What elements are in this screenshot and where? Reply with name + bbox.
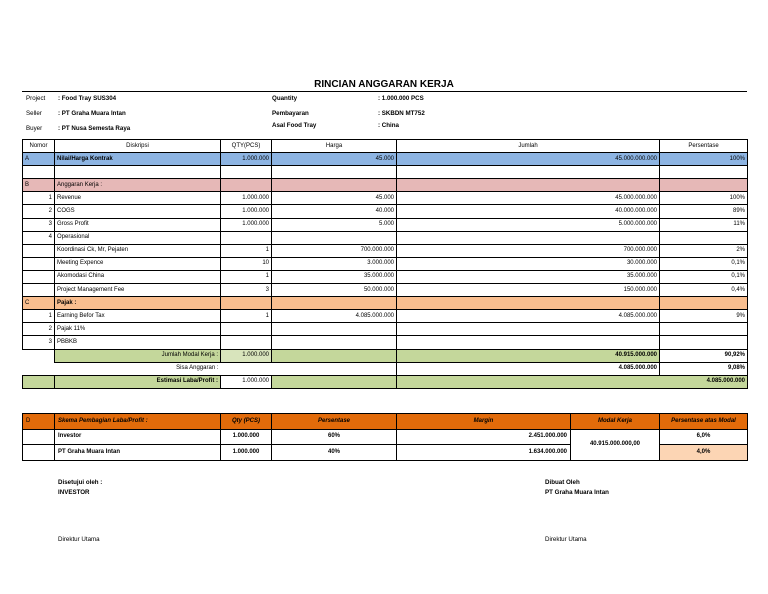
table-row bbox=[23, 244, 748, 257]
header-jumlah: Jumlah bbox=[397, 140, 660, 153]
row-b3-jumlah: 5.000.000.000 bbox=[397, 218, 660, 231]
project-value: : Food Tray SUS304 bbox=[58, 95, 117, 102]
row-b4c-desc: Akomodasi China bbox=[55, 270, 221, 283]
row-b1-jumlah: 45.000.000.000 bbox=[397, 192, 660, 205]
buyer-value: : PT Nusa Semesta Raya bbox=[58, 125, 131, 132]
pembayaran-value: : SKBDN MT752 bbox=[378, 110, 425, 117]
header-harga: Harga bbox=[272, 140, 397, 153]
row-b3-desc: Gross Profit bbox=[55, 218, 221, 231]
title-underline bbox=[22, 91, 747, 92]
table-row bbox=[23, 205, 748, 218]
row-b3-pct: 11% bbox=[660, 218, 748, 231]
jumlah-modal-jumlah: 40.915.000.000 bbox=[397, 349, 660, 362]
jumlah-modal-label: Jumlah Modal Kerja : bbox=[55, 349, 221, 362]
row-b-desc: Anggaran Kerja : bbox=[55, 179, 221, 192]
header-diskripsi: Diskripsi bbox=[55, 140, 221, 153]
approved-by-label: Disetujui oleh : bbox=[58, 479, 103, 486]
row-b4-no: 4 bbox=[23, 231, 55, 244]
table-header-row bbox=[23, 140, 748, 153]
row-b4d-jumlah: 150.000.000 bbox=[397, 284, 660, 297]
row-b4a-desc: Koordinasi Ck, Mr, Pejaten bbox=[55, 244, 221, 257]
table-row bbox=[23, 297, 748, 310]
table-row bbox=[23, 231, 748, 244]
row-c-no: C bbox=[23, 297, 55, 310]
table-row-empty bbox=[23, 166, 748, 179]
quantity-label: Quantity bbox=[272, 95, 298, 102]
row-b1-no: 1 bbox=[23, 192, 55, 205]
row-c1-desc: Earning Befor Tax bbox=[55, 310, 221, 323]
row-a-harga: 45.000 bbox=[272, 153, 397, 166]
row-c3-desc: PBBKB bbox=[55, 336, 221, 349]
budget-table bbox=[22, 139, 748, 389]
row-b4a-qty: 1 bbox=[221, 244, 272, 257]
skema-header-modal: Modal Kerja bbox=[571, 414, 660, 430]
table-row bbox=[23, 192, 748, 205]
skema-header-margin: Margin bbox=[397, 414, 571, 430]
row-b4c-pct: 0,1% bbox=[660, 270, 748, 283]
row-b4b-qty: 10 bbox=[221, 257, 272, 270]
asal-label: Asal Food Tray bbox=[272, 122, 317, 129]
row-b2-pct: 89% bbox=[660, 205, 748, 218]
skema-no: D bbox=[23, 414, 55, 430]
jumlah-modal-qty: 1.000.000 bbox=[221, 349, 272, 362]
row-b1-desc: Revenue bbox=[55, 192, 221, 205]
row-b4b-desc: Meeting Expence bbox=[55, 257, 221, 270]
row-b4b-jumlah: 30.000.000 bbox=[397, 257, 660, 270]
row-c2-desc: Pajak 11% bbox=[55, 323, 221, 336]
row-b2-no: 2 bbox=[23, 205, 55, 218]
jumlah-modal-pct: 90,92% bbox=[660, 349, 748, 362]
approved-by-name: INVESTOR bbox=[58, 489, 90, 496]
row-c1-jumlah: 4.085.000.000 bbox=[397, 310, 660, 323]
header-nomor: Nomor bbox=[23, 140, 55, 153]
row-c-desc: Pajak : bbox=[55, 297, 221, 310]
skema-row-0-pct: 60% bbox=[272, 429, 397, 445]
row-b1-pct: 100% bbox=[660, 192, 748, 205]
header-qty: QTY(PCS) bbox=[221, 140, 272, 153]
estimasi-qty: 1.000.000 bbox=[221, 375, 272, 388]
row-b1-harga: 45.000 bbox=[272, 192, 397, 205]
skema-row-1-pct-modal: 4,0% bbox=[660, 445, 748, 461]
row-c1-qty: 1 bbox=[221, 310, 272, 323]
table-row bbox=[23, 323, 748, 336]
table-row bbox=[23, 257, 748, 270]
skema-row-1-name: PT Graha Muara Intan bbox=[55, 445, 221, 461]
table-row-total bbox=[23, 349, 748, 362]
table-row bbox=[23, 153, 748, 166]
table-row-total bbox=[23, 362, 748, 375]
table-row bbox=[23, 429, 748, 445]
skema-modal-value: 40.915.000.000,00 bbox=[571, 429, 660, 460]
row-b4d-desc: Project Management Fee bbox=[55, 284, 221, 297]
row-c1-no: 1 bbox=[23, 310, 55, 323]
row-b4d-pct: 0,4% bbox=[660, 284, 748, 297]
asal-value: : China bbox=[378, 122, 399, 129]
skema-header-pct-modal: Persentase atas Modal bbox=[660, 414, 748, 430]
row-b2-harga: 40.000 bbox=[272, 205, 397, 218]
table-row bbox=[23, 218, 748, 231]
skema-row-0-name: Investor bbox=[55, 429, 221, 445]
table-row bbox=[23, 310, 748, 323]
row-b2-jumlah: 40.000.000.000 bbox=[397, 205, 660, 218]
skema-row-1-margin: 1.634.000.000 bbox=[397, 445, 571, 461]
row-b4b-pct: 0,1% bbox=[660, 257, 748, 270]
pembayaran-label: Pembayaran bbox=[272, 110, 309, 117]
seller-label: Seller bbox=[26, 110, 42, 117]
row-b3-no: 3 bbox=[23, 218, 55, 231]
estimasi-label: Estimasi Laba/Profit : bbox=[55, 375, 221, 388]
row-b4b-harga: 3.000.000 bbox=[272, 257, 397, 270]
table-row bbox=[23, 336, 748, 349]
row-b4a-pct: 2% bbox=[660, 244, 748, 257]
row-c1-harga: 4.085.000.000 bbox=[272, 310, 397, 323]
buyer-label: Buyer bbox=[26, 125, 43, 132]
page-title: RINCIAN ANGGARAN KERJA bbox=[314, 79, 454, 90]
row-b2-desc: COGS bbox=[55, 205, 221, 218]
made-by-label: Dibuat Oleh bbox=[545, 479, 580, 486]
row-b4c-harga: 35.000.000 bbox=[272, 270, 397, 283]
made-by-name: PT Graha Muara Intan bbox=[545, 489, 609, 496]
row-b3-qty: 1.000.000 bbox=[221, 218, 272, 231]
table-row bbox=[23, 179, 748, 192]
row-b4a-jumlah: 700.000.000 bbox=[397, 244, 660, 257]
skema-row-0-pct-modal: 6,0% bbox=[660, 429, 748, 445]
row-a-pct: 100% bbox=[660, 153, 748, 166]
skema-row-1-pct: 40% bbox=[272, 445, 397, 461]
row-b4a-harga: 700.000.000 bbox=[272, 244, 397, 257]
sisa-label: Sisa Anggaran : bbox=[176, 365, 219, 372]
row-c2-no: 2 bbox=[23, 323, 55, 336]
skema-header-pct: Persentase bbox=[272, 414, 397, 430]
skema-header-row bbox=[23, 414, 748, 430]
sisa-jumlah: 4.085.000.000 bbox=[397, 362, 660, 375]
project-label: Project bbox=[26, 95, 46, 102]
sisa-pct: 9,08% bbox=[660, 362, 748, 375]
skema-row-1-qty: 1.000.000 bbox=[221, 445, 272, 461]
row-a-desc: Nilai/Harga Kontrak bbox=[55, 153, 221, 166]
row-c3-no: 3 bbox=[23, 336, 55, 349]
row-b4d-qty: 3 bbox=[221, 284, 272, 297]
header-persentase: Persentase bbox=[660, 140, 748, 153]
row-b4-desc: Operasional bbox=[55, 231, 221, 244]
row-a-jumlah: 45.000.000.000 bbox=[397, 153, 660, 166]
row-a-qty: 1.000.000 bbox=[221, 153, 272, 166]
table-row-total bbox=[23, 375, 748, 388]
table-row bbox=[23, 284, 748, 297]
skema-row-0-margin: 2.451.000.000 bbox=[397, 429, 571, 445]
quantity-value: : 1.000.000 PCS bbox=[378, 95, 424, 102]
approved-by-title: Direktur Utama bbox=[58, 536, 100, 543]
row-b3-harga: 5.000 bbox=[272, 218, 397, 231]
row-b-no: B bbox=[23, 179, 55, 192]
row-b4c-qty: 1 bbox=[221, 270, 272, 283]
estimasi-jumlah: 4.085.000.000 bbox=[397, 375, 748, 388]
row-b4c-jumlah: 35.000.000 bbox=[397, 270, 660, 283]
seller-value: : PT Graha Muara Intan bbox=[58, 110, 126, 117]
table-row bbox=[23, 270, 748, 283]
row-b4d-harga: 50.000.000 bbox=[272, 284, 397, 297]
row-a-no: A bbox=[23, 153, 55, 166]
row-b2-qty: 1.000.000 bbox=[221, 205, 272, 218]
row-b1-qty: 1.000.000 bbox=[221, 192, 272, 205]
made-by-title: Direktur Utama bbox=[545, 536, 587, 543]
row-c1-pct: 9% bbox=[660, 310, 748, 323]
skema-header-desc: Skema Pembagian Laba/Profit : bbox=[55, 414, 221, 430]
skema-table bbox=[22, 413, 748, 461]
skema-header-qty: Qty (PCS) bbox=[221, 414, 272, 430]
skema-row-0-qty: 1.000.000 bbox=[221, 429, 272, 445]
